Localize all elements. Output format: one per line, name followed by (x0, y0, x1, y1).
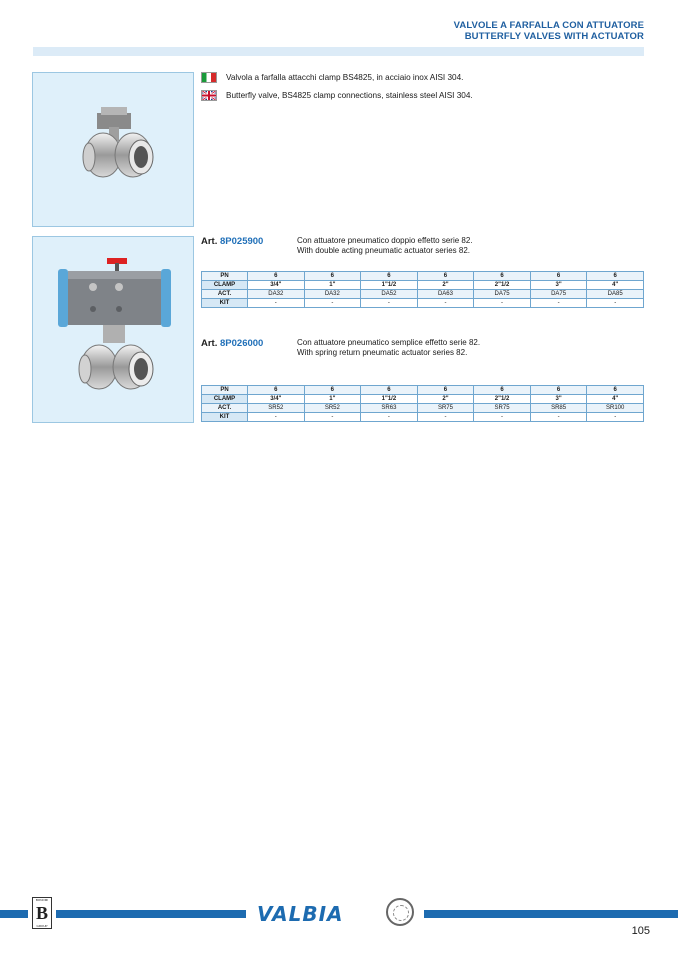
article-1-title (201, 236, 263, 247)
table-cell: 6 (417, 386, 474, 395)
article-2-prefix: Art. (201, 338, 218, 349)
table-cell: 1" (304, 395, 361, 404)
article-1-description (297, 236, 473, 256)
footer-bar-right (424, 910, 678, 918)
table-cell: 6 (361, 272, 418, 281)
table-row (202, 281, 644, 290)
table-cell: - (417, 299, 474, 308)
table-row (202, 395, 644, 404)
table-cell: - (304, 413, 361, 422)
table-cell: SR75 (417, 404, 474, 413)
footer-bar-left (0, 910, 28, 918)
table-cell: 4" (587, 395, 644, 404)
table-cell: - (474, 299, 531, 308)
row-header-act: ACT. (202, 404, 248, 413)
table-cell: 3" (530, 281, 587, 290)
table-cell: - (417, 413, 474, 422)
article-2-desc-en: With spring return pneumatic actuator series 82. (297, 348, 468, 357)
header-title-it: VALVOLE A FARFALLA CON ATTUATORE (453, 20, 644, 31)
table-cell: 6 (474, 386, 531, 395)
table-cell: 2"1/2 (474, 281, 531, 290)
table-cell: 6 (361, 386, 418, 395)
table-cell: SR52 (304, 404, 361, 413)
table-cell: 6 (474, 272, 531, 281)
row-header-clamp: CLAMP (202, 395, 248, 404)
article-2-title (201, 338, 263, 349)
valve-photo (32, 72, 194, 227)
table-cell: - (530, 413, 587, 422)
row-header-act: ACT. (202, 290, 248, 299)
table-cell: 6 (304, 272, 361, 281)
table-cell: DA32 (248, 290, 305, 299)
table-cell: - (361, 299, 418, 308)
row-header-pn: PN (202, 386, 248, 395)
article-1-desc-en: With double acting pneumatic actuator series 82. (297, 246, 470, 255)
table-cell: 4" (587, 281, 644, 290)
table-cell: 2" (417, 281, 474, 290)
table-cell: 6 (248, 386, 305, 395)
article-2-desc-it: Con attuatore pneumatico semplice effetto serie 82. (297, 338, 481, 347)
row-header-pn: PN (202, 272, 248, 281)
article-1-code: 8P025900 (220, 236, 264, 247)
table-cell: - (474, 413, 531, 422)
page-header (454, 20, 644, 42)
group-logo-bottom-text: GROUP (36, 924, 48, 928)
table-cell: DA85 (587, 290, 644, 299)
table-cell: 1"1/2 (361, 281, 418, 290)
table-cell: - (530, 299, 587, 308)
header-title-en: BUTTERFLY VALVES WITH ACTUATOR (464, 31, 644, 42)
table-cell: DA63 (417, 290, 474, 299)
table-cell: 3/4" (248, 281, 305, 290)
table-cell: SR85 (530, 404, 587, 413)
row-header-kit: KIT (202, 413, 248, 422)
table-cell: - (587, 299, 644, 308)
article-2-description (297, 338, 480, 358)
intro-text-it: Valvola a farfalla attacchi clamp BS4825, in acciaio inox AISI 304. (226, 73, 464, 82)
table-cell: - (587, 413, 644, 422)
table-cell: 6 (304, 386, 361, 395)
table-cell: 1" (304, 281, 361, 290)
table-row (202, 386, 644, 395)
table-cell: SR63 (361, 404, 418, 413)
table-cell: DA75 (474, 290, 531, 299)
article-1-prefix: Art. (201, 236, 218, 247)
certification-seal-icon (386, 898, 414, 926)
table-cell: SR52 (248, 404, 305, 413)
article-2-code: 8P026000 (220, 338, 264, 349)
italian-flag-icon (201, 72, 217, 83)
table-cell: 2"1/2 (474, 395, 531, 404)
row-header-kit: KIT (202, 299, 248, 308)
row-header-clamp: CLAMP (202, 281, 248, 290)
table-row (202, 413, 644, 422)
table-row (202, 290, 644, 299)
table-cell: DA75 (530, 290, 587, 299)
group-logo-top-text: BONOMI (35, 898, 49, 902)
table-cell: 6 (248, 272, 305, 281)
table-cell: 6 (587, 272, 644, 281)
bonomi-group-logo (32, 897, 52, 929)
table-row (202, 299, 644, 308)
table-cell: SR75 (474, 404, 531, 413)
actuated-valve-photo (32, 236, 194, 423)
table-cell: SR100 (587, 404, 644, 413)
table-cell: - (361, 413, 418, 422)
table-cell: 6 (530, 386, 587, 395)
page-number: 105 (631, 925, 650, 937)
article-1-spec-table (201, 271, 644, 308)
table-row (202, 272, 644, 281)
intro-text-en: Butterfly valve, BS4825 clamp connections, stainless steel AISI 304. (226, 91, 473, 100)
group-logo-letter: B (35, 903, 48, 923)
valbia-logo (257, 902, 344, 926)
article-2-spec-table (201, 385, 644, 422)
table-cell: - (248, 413, 305, 422)
intro-row-it (201, 72, 463, 83)
brand-name: VALBIA (257, 902, 344, 926)
table-cell: 1"1/2 (361, 395, 418, 404)
table-cell: - (304, 299, 361, 308)
table-cell: DA52 (361, 290, 418, 299)
table-row (202, 404, 644, 413)
article-1-desc-it: Con attuatore pneumatico doppio effetto serie 82. (297, 236, 473, 245)
table-cell: - (248, 299, 305, 308)
table-cell: 6 (587, 386, 644, 395)
table-cell: 6 (530, 272, 587, 281)
table-cell: 2" (417, 395, 474, 404)
table-cell: DA32 (304, 290, 361, 299)
header-bar (33, 47, 644, 56)
table-cell: 3" (530, 395, 587, 404)
footer-bar-middle (56, 910, 246, 918)
intro-row-en (201, 90, 473, 101)
uk-flag-icon (201, 90, 217, 101)
table-cell: 3/4" (248, 395, 305, 404)
table-cell: 6 (417, 272, 474, 281)
